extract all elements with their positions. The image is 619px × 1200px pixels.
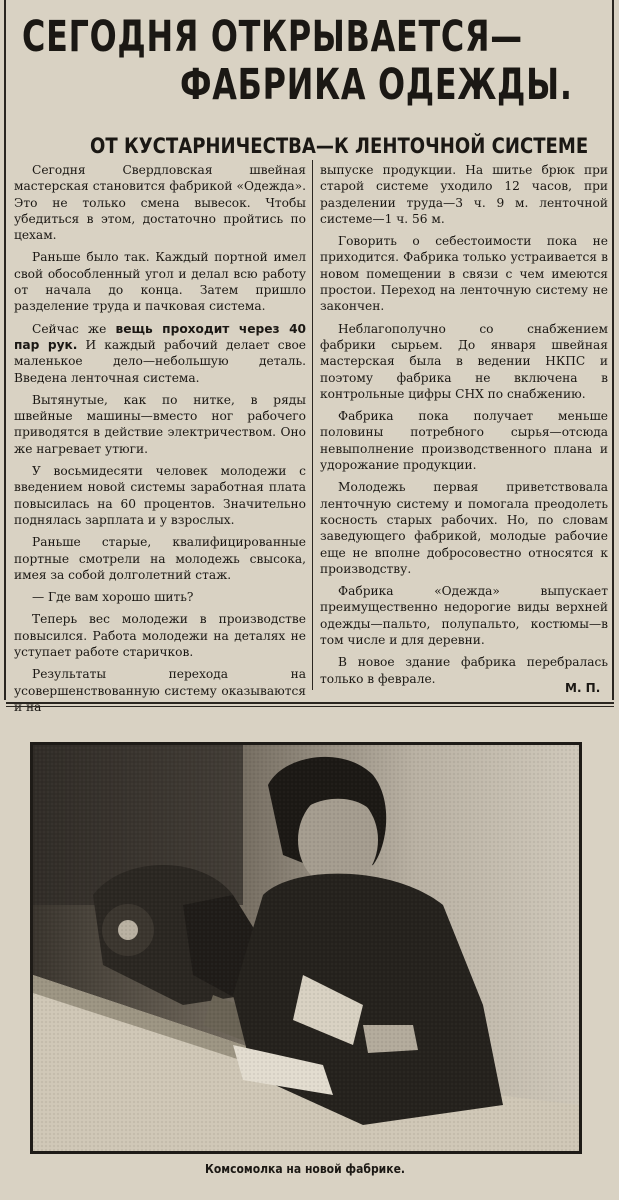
emphasis-text: вещь проходит через 40 пар рук.: [14, 321, 307, 352]
subheadline: ОТ КУСТАРНИЧЕСТВА—К ЛЕНТОЧНОЙ СИСТЕМЕ: [90, 134, 589, 158]
paragraph: У восьмидесяти человек молодежи с введением новой системы заработная плата повысилась на 60 процентов. Значительно поднялась зарплата и у взрослых.: [14, 464, 306, 527]
section-divider: [6, 702, 614, 704]
photo-caption: Комсомолка на новой фабрике.: [205, 1162, 406, 1176]
paragraph: Фабрика пока получает меньше половины потребного сырья—отсюда невыполнение производственного плана и удорожание продукции.: [320, 409, 608, 473]
paragraph: Результаты перехода на усовершенствованную систему оказываются: [14, 667, 306, 698]
headline-line-2: ФАБРИКА ОДЕЖДЫ.: [180, 60, 573, 110]
paragraph: [14, 321, 306, 386]
headline-line-1: СЕГОДНЯ ОТКРЫВАЕТСЯ—: [22, 12, 523, 62]
column-divider: [312, 160, 313, 690]
article-column-left: [14, 162, 306, 721]
author-signature: М. П.: [565, 681, 601, 695]
paragraph: Говорить о себестоимости пока не приходится. Фабрика только устраивается в новом помещении в связи с чем имеются простои. Переход на ленточную систему не закончен.: [320, 234, 608, 314]
paragraph: Вытянутые, как по нитке, в ряды швейные машины—вместо ног рабочего приводятся в действие электричеством. Оно же нагревает утюги.: [14, 392, 306, 456]
paragraph: Фабрика «Одежда» выпускает преимущественно недорогие виды верхней одежды—пальто, полупальто, костюмы—в том числе и для деревни.: [320, 584, 608, 648]
news-photo: [30, 742, 582, 1154]
paragraph: Неблагополучно со снабжением фабрики сырьем. До января швейная мастерская была в ведении НКПС и поэтому фабрика не включена в контрольные цифры СНХ по снабжению.: [320, 321, 608, 401]
paragraph: Раньше старые, квалифицированные портные смотрели на молодежь свысока, имея за собой долголетний стаж.: [14, 535, 306, 582]
paragraph: В новое здание фабрика перебралась только в феврале.: [320, 655, 608, 686]
article-column-right: [320, 162, 608, 693]
paragraph: Сегодня Свердловская швейная мастерская становится фабрикой «Одежда». Это не только смена вывесок. Чтобы убедиться в этом, достаточно пройтись по цехам.: [14, 163, 306, 243]
photo-illustration: [33, 745, 579, 1151]
paragraph: Теперь вес молодежи в производстве повысился. Работа молодежи на деталях не уступает работе старичков.: [14, 612, 306, 660]
paragraph: Раньше было так. Каждый портной имел свой обособленный угол и делал всю работу от начала до конца. Затем пришло разделение труда и пачковая система.: [14, 250, 306, 314]
left-column-rule: [4, 0, 6, 700]
paragraph: — Где вам хорошо шить?: [32, 590, 194, 605]
paragraph: Молодежь первая приветствовала ленточную систему и помогала преодолеть косность старых рабочих. Но, по словам заведующего фабрикой, молодые рабочие еще не вполне добросовестно относятся к производству.: [320, 480, 608, 576]
section-divider-thin: [6, 706, 614, 707]
text-run: Сейчас же: [32, 321, 107, 336]
text-run: И каждый рабочий делает свое маленькое дело—небольшую деталь. Введена ленточная система.: [14, 337, 307, 385]
paragraph: выпуске продукции. На шитье брюк при старой системе уходило 12 часов, при разделении труда—3 ч. 9 м. ленточной системе—1 ч. 56 м.: [320, 163, 608, 226]
